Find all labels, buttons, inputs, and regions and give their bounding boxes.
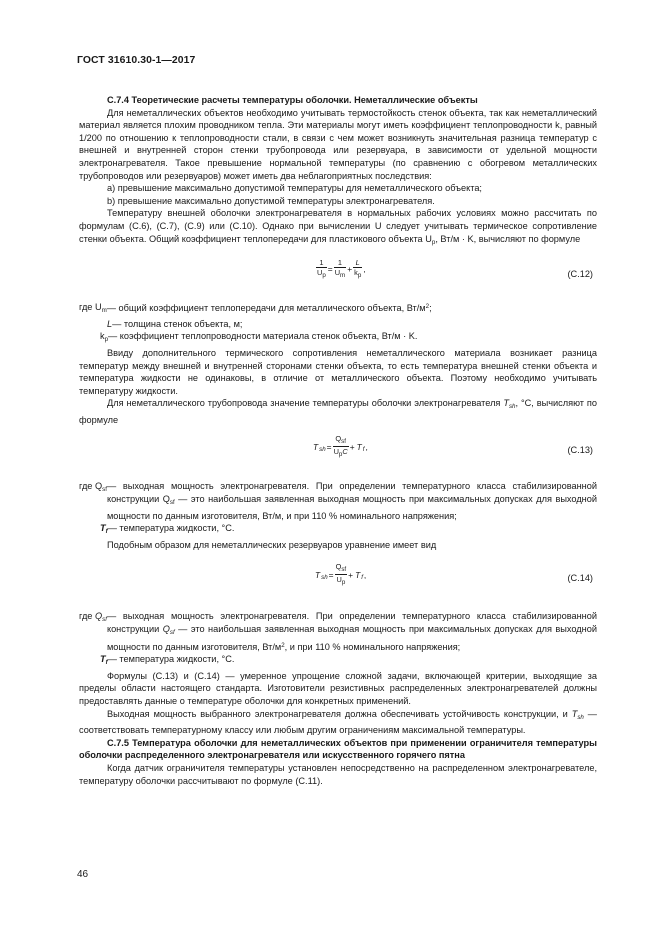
definition: $T_f$ — температура жидкости, °С. xyxy=(100,654,235,667)
paragraph: Когда датчик ограничителя температуры установлен непосредственно на распределенном электронагревателе, температуру оболочки рассчитывают по формуле (С.11). xyxy=(79,762,597,786)
page-number: 46 xyxy=(77,869,89,880)
paragraph: Выходная мощность выбранного электронагревателя должна обеспечивать устойчивость конструкции, и $T_{sh}$ — соответствовать температурному классу или любым другим ограничениям максимальной температуры. xyxy=(79,708,597,736)
document-body xyxy=(79,94,597,787)
definition: $k_p$ — коэффициент теплопроводности материала стенок объекта, Вт/м · K. xyxy=(100,331,418,344)
formula-c14: $T_{sh}=$ $\frac{Q_{sf}}{U_p}$ + $T_f$, (С.14) xyxy=(315,562,593,587)
fraction: $\frac{Q_{sf}}{U_pC}$ xyxy=(333,434,348,459)
definition: где $U_m$ — общий коэффициент теплопередачи для металлического объекта, $Вт/м^2$; xyxy=(79,302,432,315)
paragraph: Температуру внешней оболочки электронагревателя в нормальных рабочих условиях можно рассчитать по формулам (С.6), (С.7), (С.9) или (С.10). Однако при вычислении U следует учитывать термическое сопротивление стенки объекта. Общий коэффициент теплопередачи для пластикового объекта $U_p$, Вт/м · K, вычисляют по формуле xyxy=(79,208,597,246)
formula-c13: $T_{sh}=$ $\frac{Q_{sf}}{U_pC}$ + $T_f$, (С.13) xyxy=(313,434,593,459)
definition: где $Q_{sf}$ — выходная мощность электронагревателя. При определении температурного класса стабилизированной конструкции $Q_{sf}$ — это наибольшая заявленная выходная мощность при максимальных допусках для выходной мощности по данным изготовителя, $Вт/м^2$, и при 110 % номинального напряжения; xyxy=(79,611,597,652)
formula-number: (С.14) xyxy=(567,573,593,584)
fraction: $\frac{Q_{sf}}{U_p}$ xyxy=(335,562,347,587)
formula-number: (С.13) xyxy=(567,445,593,456)
section-heading-c74: С.7.4 Теоретические расчеты температуры оболочки. Неметаллические объекты xyxy=(107,95,478,105)
paragraph: Подобным образом для неметаллических резервуаров уравнение имеет вид xyxy=(107,539,437,550)
standard-header: ГОСТ 31610.30-1—2017 xyxy=(77,55,196,66)
paragraph: Для неметаллических объектов необходимо учитывать термостойкость стенок объекта, так как неметаллический материал является плохим проводником тепла. Эти материалы могут иметь коэффициент теплопроводности k, равный 1/200 по отношению к теплопроводности стали, в связи с чем может возникнуть значительная разница температур с внешней и внутренней сторон стенки трубопровода или резервуара, в зависимости от удельной мощности электронагревателя. Такое превышение нормальной температуры (по сравнению с обогревом металлических трубопроводов или резервуаров) может иметь два неблагоприятных последствия: xyxy=(79,107,597,181)
formula-c12: $\frac{1}{U_p}$ = $\frac{1}{U_m}$ + $\frac{L}{k_p}$ , (С.12) xyxy=(317,258,593,280)
paragraph: Ввиду дополнительного термического сопротивления неметаллического материала возникает разница температур между внешней и внутренней сторонами стенки объекта, то есть температура внешней стенки объекта и температура жидкости не одинаковы, в отличие от металлического объекта. Поэтому необходимо учитывать температуру жидкости. xyxy=(79,347,597,396)
paragraph: Для неметаллического трубопровода значение температуры оболочки электронагревателя $T_{sh}$, °С, вычисляют по формуле xyxy=(79,398,597,425)
paragraph: Формулы (С.13) и (С.14) — умеренное упрощение сложной задачи, включающей критерии, выходящие за пределы области настоящего стандарта. Изготовители резистивных распределенных электронагревателей должны предоставлять данные о температуре оболочки для конкретных применений. xyxy=(79,670,597,706)
section-heading-c75: С.7.5 Температура оболочки для неметаллических объектов при применении ограничителя температуры оболочки распределенного электронагревателя или искусственного горячего пятна xyxy=(79,737,597,761)
fraction: $\frac{1}{U_p}$ xyxy=(317,258,326,280)
definition: где $Q_{sf}$ — выходная мощность электронагревателя. При определении температурного класса стабилизированной конструкции $Q_{sf}$ — это наибольшая заявленная выходная мощность при максимальных допусках для выходной мощности по данным изготовителя, Вт/м, и при 110 % номинального напряжения; xyxy=(79,481,598,521)
fraction: $\frac{1}{U_m}$ xyxy=(334,258,346,280)
definition: $T_f$ — температура жидкости, °С. xyxy=(100,523,235,536)
list-item-b: b) превышение максимально допустимой температуры электронагревателя. xyxy=(107,195,435,206)
formula-number: (С.12) xyxy=(567,269,593,280)
list-item-a: а) превышение максимально допустимой температуры для неметаллического объекта; xyxy=(107,183,482,194)
definition: L — толщина стенок объекта, м; xyxy=(107,318,243,329)
fraction: $\frac{L}{k_p}$ xyxy=(354,258,362,280)
